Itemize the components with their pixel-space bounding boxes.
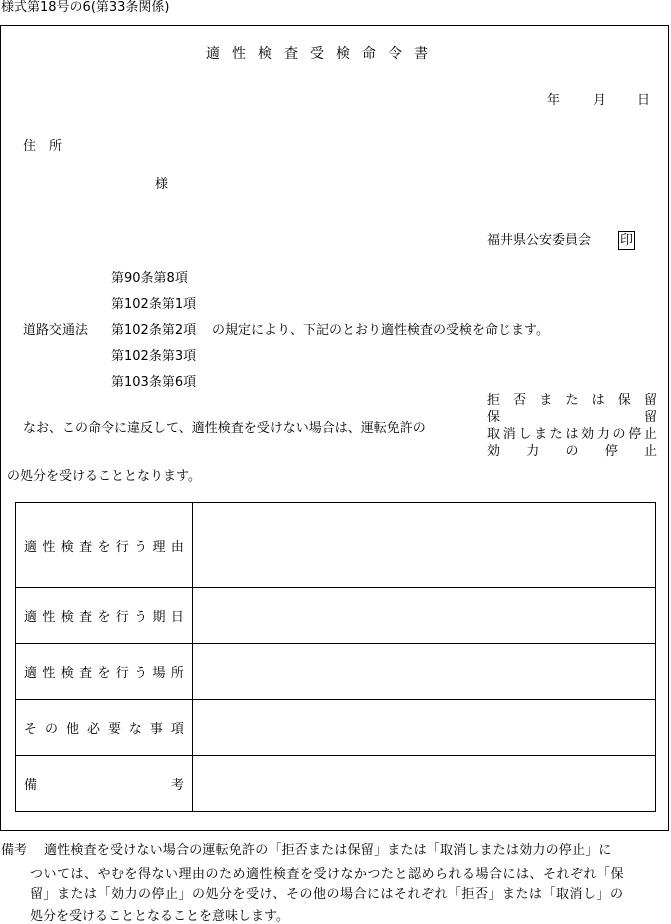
address-label: 住 所 [23, 139, 63, 154]
article-3: 第102条第2項 [111, 323, 197, 338]
warning-tail: の処分を受けることとなります。 [7, 469, 201, 484]
table-row [16, 503, 656, 588]
table-row [16, 700, 656, 756]
table-row [16, 644, 656, 700]
disposition-list [487, 394, 657, 462]
warning-text: なお、この命令に違反して、適性検査を受けない場合は、運転免許の [23, 421, 426, 436]
row-value[interactable] [193, 588, 656, 644]
row-label: 適 性 検 査 を 行 う 期 日 [16, 588, 193, 644]
remarks-line-4: 処分を受けることとなることを意味します。 [30, 909, 289, 924]
row-label: そ の 他 必 要 な 事 項 [16, 700, 193, 756]
date-day: 日 [637, 93, 651, 108]
row-value[interactable] [193, 756, 656, 812]
disposition-4: 効 力 の 停 止 [487, 444, 657, 459]
date-year: 年 [547, 93, 561, 108]
article-1: 第90条第8項 [111, 271, 188, 286]
table-row [16, 756, 656, 812]
row-label: 備 考 [16, 756, 193, 812]
details-table [15, 502, 656, 812]
remarks-line-3: 留」または「効力の停止」の処分を受け、その他の場合にはそれぞれ「拒否」または「取消し」の [30, 887, 624, 902]
law-name: 道路交通法 [23, 323, 89, 338]
row-label: 適 性 検 査 を 行 う 場 所 [16, 644, 193, 700]
disposition-2: 保 留 [487, 410, 657, 425]
article-2: 第102条第1項 [111, 297, 197, 312]
row-label: 適 性 検 査 を 行 う 理 由 [16, 503, 193, 588]
disposition-3: 取 消 し ま た は 効 力 の 停 止 [487, 427, 657, 442]
document-title: 適性検査受検命令書 [206, 46, 440, 62]
date-month: 月 [593, 93, 607, 108]
table-row [16, 588, 656, 644]
row-value[interactable] [193, 700, 656, 756]
issuer-name: 福井県公安委員会 [487, 233, 592, 248]
article-5: 第103条第6項 [111, 375, 197, 390]
article-4: 第102条第3項 [111, 349, 197, 364]
row-value[interactable] [193, 644, 656, 700]
row-value[interactable] [193, 503, 656, 588]
form-number: 様式第18号の6(第33条関係) [1, 0, 170, 15]
disposition-1: 拒 否 ま た は 保 留 [487, 393, 657, 408]
remarks-line-1: 適性検査を受けない場合の運転免許の「拒否または保留」または「取消しまたは効力の停止」に [44, 843, 612, 858]
order-text: の規定により、下記のとおり適性検査の受検を命じます。 [212, 323, 549, 338]
remarks-line-2: ついては、やむを得ない理由のため適性検査を受けなかつたと認められる場合には、それぞれ「保 [30, 867, 625, 882]
remarks-label: 備考 [1, 843, 28, 858]
honorific: 様 [155, 177, 169, 192]
seal-box: 印 [620, 233, 634, 248]
